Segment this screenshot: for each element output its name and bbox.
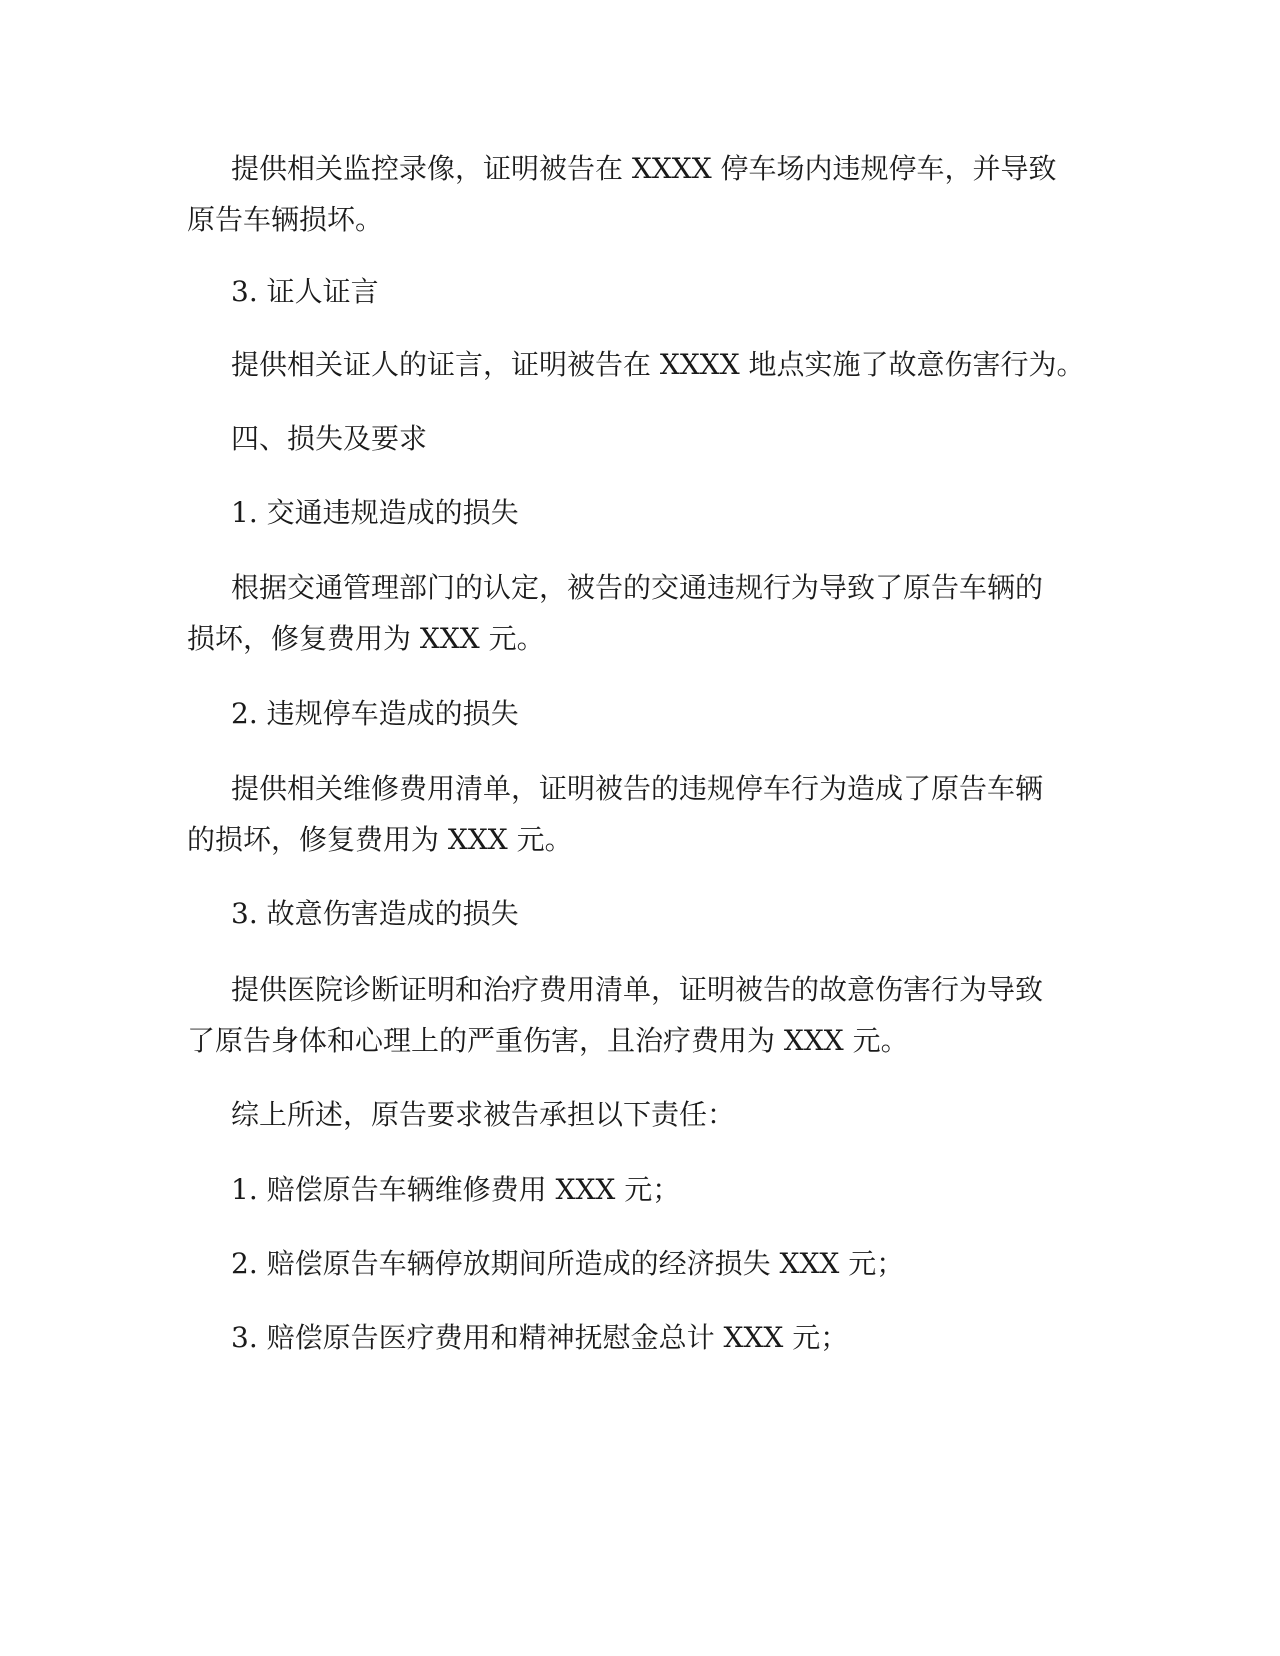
- text-line: 3. 故意伤害造成的损失: [231, 897, 519, 930]
- text-line: 1. 交通违规造成的损失: [231, 496, 519, 529]
- paragraph-surveillance-evidence: [187, 143, 1087, 245]
- text-line: 提供相关监控录像，证明被告在 XXXX 停车场内违规停车，并导致: [231, 152, 1057, 185]
- text-line: 了原告身体和心理上的严重伤害，且治疗费用为 XXX 元。: [187, 1024, 909, 1057]
- heading-intentional-injury-loss: [187, 888, 1087, 939]
- text-line: 3. 证人证言: [231, 275, 379, 308]
- text-line: 2. 赔偿原告车辆停放期间所造成的经济损失 XXX 元；: [231, 1247, 905, 1280]
- paragraph-illegal-parking-loss: [187, 763, 1087, 865]
- text-line: 提供相关维修费用清单，证明被告的违规停车行为造成了原告车辆: [231, 772, 1044, 805]
- list-item-economic-loss: [187, 1238, 1087, 1289]
- heading-witness-testimony: [187, 266, 1087, 317]
- text-line: 综上所述，原告要求被告承担以下责任：: [231, 1098, 736, 1131]
- paragraph-summary: [187, 1089, 1087, 1140]
- paragraph-intentional-injury-loss: [187, 964, 1087, 1066]
- text-line: 损坏，修复费用为 XXX 元。: [187, 622, 545, 655]
- text-line: 提供医院诊断证明和治疗费用清单，证明被告的故意伤害行为导致: [231, 973, 1044, 1006]
- list-item-vehicle-repair: [187, 1164, 1087, 1215]
- heading-illegal-parking-loss: [187, 688, 1087, 739]
- text-line: 1. 赔偿原告车辆维修费用 XXX 元；: [231, 1173, 681, 1206]
- paragraph-traffic-violation-loss: [187, 562, 1087, 664]
- list-item-medical-compensation: [187, 1312, 1087, 1363]
- text-line: 原告车辆损坏。: [187, 203, 384, 236]
- text-line: 2. 违规停车造成的损失: [231, 697, 519, 730]
- heading-losses-and-demands: [187, 413, 1087, 464]
- text-line: 的损坏，修复费用为 XXX 元。: [187, 823, 573, 856]
- text-line: 四、损失及要求: [231, 422, 428, 455]
- text-line: 提供相关证人的证言，证明被告在 XXXX 地点实施了故意伤害行为。: [231, 348, 1085, 381]
- text-line: 根据交通管理部门的认定，被告的交通违规行为导致了原告车辆的: [231, 571, 1044, 604]
- heading-traffic-violation-loss: [187, 487, 1087, 538]
- text-line: 3. 赔偿原告医疗费用和精神抚慰金总计 XXX 元；: [231, 1321, 849, 1354]
- paragraph-witness-testimony: [187, 339, 1087, 390]
